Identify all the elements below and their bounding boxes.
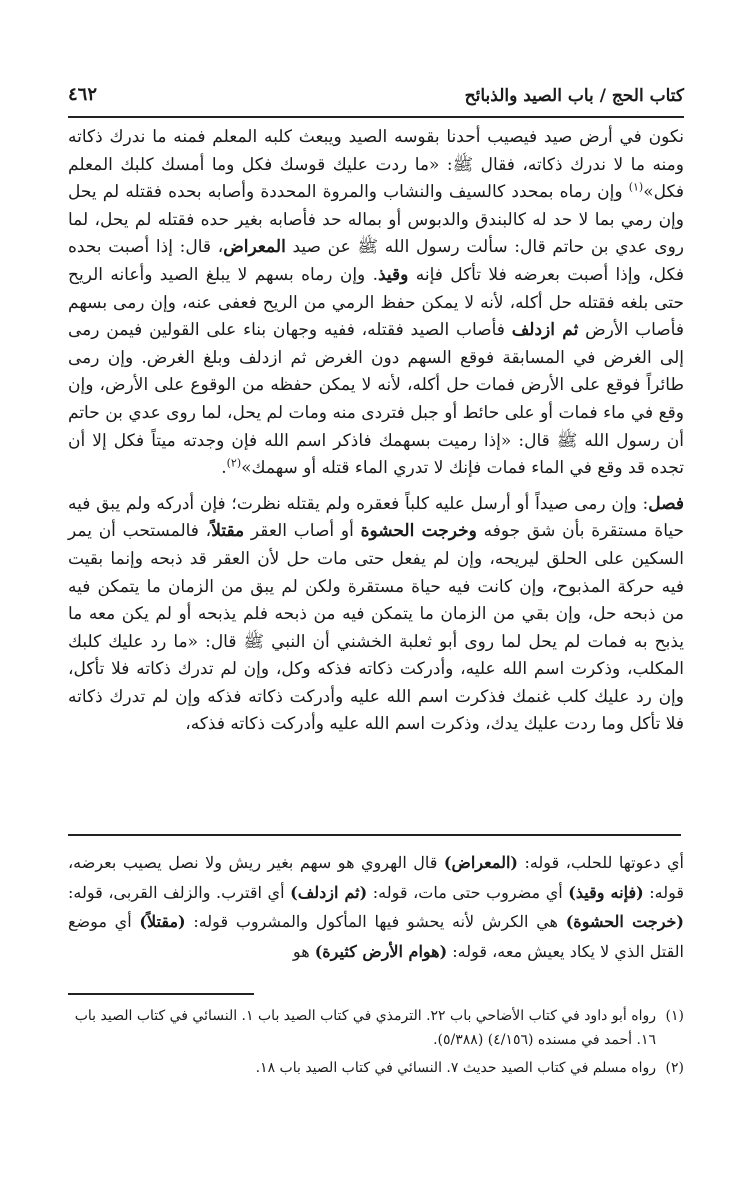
running-title: كتاب الحج / باب الصيد والذبائح	[464, 86, 684, 106]
bold-term: مقتلاً	[211, 521, 245, 542]
footnote-ref: (١)	[628, 180, 644, 194]
bold-term: (خرجت الحشوة)	[565, 912, 684, 931]
notes-divider	[68, 834, 681, 836]
bold-term: وقيذ	[378, 264, 409, 285]
footnote-number: (١)	[665, 1008, 684, 1024]
running-header	[68, 86, 684, 112]
footnote-divider	[68, 993, 254, 995]
footnote-ref: (٢)	[226, 456, 242, 470]
bold-term: فصل	[648, 493, 684, 514]
footnote-text: رواه أبو داود في كتاب الأضاحي باب ٢٢. الترمذي في كتاب الصيد باب ١. النسائي في كتاب الصيد باب ١٦. أحمد في مسنده (٤/١٥٦) (٥/٣٨٨).	[74, 1008, 656, 1048]
bold-term: (مقتلاً)	[139, 912, 186, 931]
bold-term: (هوام الأرض كثيرة)	[314, 941, 448, 961]
bold-term: (فإنه وقيذ)	[568, 882, 644, 902]
bold-term: وخرجت الحشوة	[360, 521, 477, 542]
bold-term: (ثم ازدلف)	[290, 882, 368, 902]
footnote-text: رواه مسلم في كتاب الصيد حديث ٧. النسائي في كتاب الصيد باب ١٨.	[255, 1060, 656, 1076]
page-number: ٤٦٢	[68, 84, 98, 105]
footnote-1	[68, 1004, 684, 1052]
paragraph-1: نكون في أرض صيد فيصيب أحدنا بقوسه الصيد ويبعث كلبه المعلم فمنه ما ندرك ذكاته ومنه ما لا ندرك ذكاته، فقال ﷺ: «ما ردت عليك قوسك فكل وما أمسك كلبك المعلم فكل»$^{(١)}$ وإن رماه بمحدد كالسيف والنشاب والمروة المحددة وأصابه بحده فقتله لم يحل وإن رمي بما لا حد له كالبندق والدبوس أو بماله حد فأصابه بغير حده فقتله لم يحل، لما روى عدي بن حاتم قال: سألت رسول الله ﷺ عن صيد المعراض، قال: إذا أصبت بحده فكل، وإذا أصبت بعرضه فلا تأكل فإنه وقيذ. وإن رماه بسهم لا يبلغ الصيد وأعانه الريح حتى بلغه فقتله حل أكله، لأنه لا يمكن حفظ الرمي من الريح فعفى عنه، وإن رمى بسهم فأصاب الأرض ثم ازدلف فأصاب الصيد فقتله، ففيه وجهان بناء على القولين فيمن رمى إلى الغرض في المسابقة فوقع السهم دون الغرض ثم ازدلف وبلغ الغرض. وإن رمى طائراً فوقع على الأرض فمات حل أكله، لأنه لا يمكن حفظه من الوقوع على الأرض، وإن وقع في ماء فمات أو على حائط أو جبل فتردى منه ومات لم يحل، لما روى عدي بن حاتم أن رسول الله ﷺ قال: «إذا رميت بسهمك فاذكر اسم الله فإن وجدته ميتاً فكل إلا أن تجده قد وقع في الماء فمات فإنك لا تدري الماء قتله أو سهمك»$^{(٢)}$.	[68, 127, 684, 479]
footnotes	[68, 1004, 684, 1080]
bold-term: (المعراض)	[443, 853, 518, 872]
bold-term: ثم ازدلف	[511, 320, 579, 341]
bold-term: المعراض	[223, 237, 286, 258]
header-divider	[68, 116, 684, 118]
paragraph-2-fasl: فصل: وإن رمى صيداً أو أرسل عليه كلباً فعقره ولم يقتله نظرت؛ فإن أدركه ولم يبق فيه حياة مستقرة بأن شق جوفه وخرجت الحشوة أو أصاب العقر مقتلاً، فالمستحب أن يمر السكين على الحلق ليريحه، وإن لم يفعل حتى مات حل لأن العقر قد ذبحه وإنما بقيت فيه حركة المذبوح، وإن كانت فيه حياة مستقرة ولكن لم يبق من الزمان ما يتمكن فيه من ذبحه حل، وإن بقي من الزمان ما يتمكن فيه من ذبحه فلم يذبحه أو لم يكن معه ما يذبح به فمات لم يحل لما روى أبو ثعلبة الخشني أن النبي ﷺ قال: «ما رد عليك كلبك المكلب، وذكرت اسم الله عليه، وأدركت ذكاته فذكه وكل، وإن لم تدرك ذكاته فلا تأكل، وإن رد عليك كلب غنمك فذكرت اسم الله عليه وأدركت ذكاته فذكه وإن لم تدرك ذكاته فلا تأكل وما ردت عليك يدك، وذكرت اسم الله عليه وأدركت ذكاته فذكه،	[68, 493, 685, 735]
glossary-notes: أي دعوتها للحلب، قوله: (المعراض) قال الهروي هو سهم بغير ريش ولا نصل يصيب بعرضه، قوله: (فإنه وقيذ) أي مضروب حتى مات، قوله: (ثم ازدلف) أي اقترب. والزلف القربى، قوله: (خرجت الحشوة) هي الكرش لأنه يحشو فيها المأكول والمشروب قوله: (مقتلاً) أي موضع القتل الذي لا يكاد يعيش معه، قوله: (هوام الأرض كثيرة) هو	[68, 853, 685, 961]
footnote-2	[68, 1056, 684, 1080]
footnote-number: (٢)	[665, 1060, 684, 1076]
main-text	[68, 124, 684, 739]
